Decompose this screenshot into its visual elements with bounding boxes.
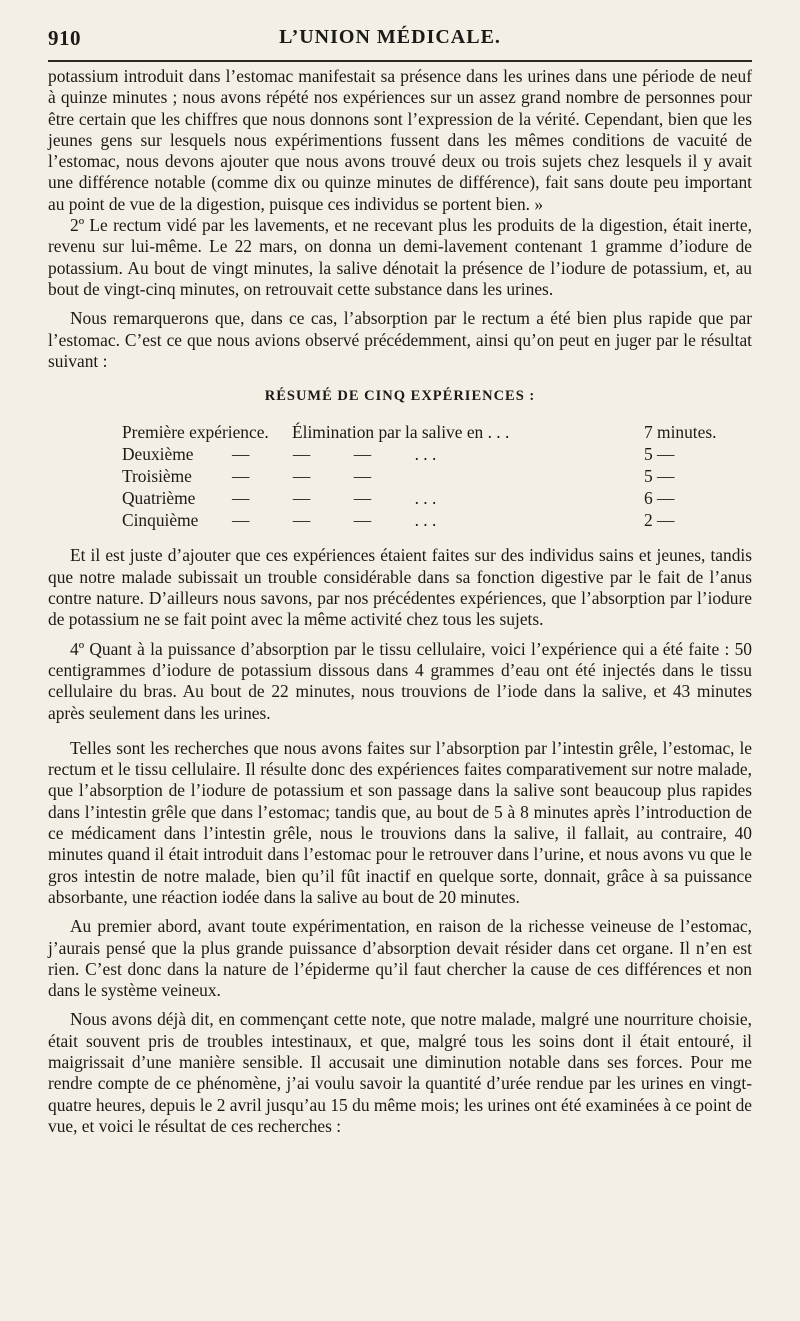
- header-rule: [48, 60, 752, 62]
- experience-value: 5 —: [644, 466, 675, 487]
- table-row: [122, 487, 722, 509]
- experience-method: — — —: [232, 466, 372, 487]
- paragraph: 4º Quant à la puissance d’absorption par le tissu cellulaire, voici l’expérience qui a été faite : 50 centigrammes d’iodure de potassium dissous dans 4 grammes d’eau ont été injectés dans le tissu cellulaire du bras. Au bout de 22 minutes, nous trouvions de l’iode dans la salive, et 43 minutes après seulement dans les urines.: [48, 638, 752, 723]
- experience-method: — — — . . .: [232, 444, 437, 465]
- experience-label: Deuxième: [122, 444, 194, 465]
- results-table: [122, 421, 722, 531]
- paragraph: Et il est juste d’ajouter que ces expériences étaient faites sur des individus sains et jeunes, tandis que notre malade subissait un trouble considérable dans sa fonction digestive par le fait de l’anus contre nature. D’ailleurs nous savons, par nos précédentes expériences, que l’absorption par l’iodure de potassium ne se fait point avec la même activité chez tous les sujets.: [48, 545, 752, 630]
- table-row: [122, 443, 722, 465]
- table-row: [122, 509, 722, 531]
- table-row: [122, 421, 722, 443]
- experience-label: Cinquième: [122, 510, 199, 531]
- results-title: RÉSUMÉ DE CINQ EXPÉRIENCES :: [264, 388, 536, 405]
- experience-value: 7 minutes.: [644, 422, 717, 443]
- experience-label: Troisième: [122, 466, 192, 487]
- paragraph: Telles sont les recherches que nous avons faites sur l’absorption par l’intestin grêle, l’estomac, le rectum et le tissu cellulaire. Il résulte donc des expériences faites comparativement sur notre malade, que l’absorption de l’iodure de potassium et son passage dans la salive sont beaucoup plus rapides dans l’intestin grêle que dans l’estomac; tandis que, au bout de 5 à 8 minutes après l’introduction de ce médicament dans l’intestin grêle, nous le trouvions dans la salive, il fallait, au contraire, 40 minutes quand il était introduit dans l’estomac pour le retrouver dans l’urine, et nous avons vu que le gros intestin de notre malade, bien qu’il fût inactif en quelque sorte, donnait, grâce à sa puissance absorbante, une réaction iodée dans la salive au bout de 20 minutes.: [48, 737, 752, 907]
- page-header: [48, 26, 732, 54]
- paragraph: Au premier abord, avant toute expérimentation, en raison de la richesse veineuse de l’estomac, j’aurais pensé que la plus grande puissance d’absorption devait résider dans cet organe. Il n’en est rien. C’est donc dans la nature de l’épiderme qu’il faut chercher la cause de ces différences et non dans le système veineux.: [48, 916, 752, 1001]
- table-row: [122, 465, 722, 487]
- paragraph: Nous remarquerons que, dans ce cas, l’absorption par le rectum a été bien plus rapide que par l’estomac. C’est ce que nous avions observé précédemment, ainsi qu’on peut en juger par le résultat suivant :: [48, 308, 752, 371]
- paragraph: Nous avons déjà dit, en commençant cette note, que notre malade, malgré une nourriture choisie, était souvent pris de troubles intestinaux, et que, malgré tous les soins dont il était entouré, il maigrissait d’une manière sensible. Il accusait une diminution notable dans ses forces. Pour me rendre compte de ce phénomène, j’ai voulu savoir la quantité d’urée rendue par les urines en vingt-quatre heures, depuis le 2 avril jusqu’au 15 du même mois; les urines ont été examinées à ce point de vue, et voici le résultat de ces recherches :: [48, 1009, 752, 1136]
- page-number: 910: [48, 26, 81, 50]
- article-body: [48, 66, 752, 1137]
- experience-value: 6 —: [644, 488, 675, 509]
- paragraph: potassium introduit dans l’estomac manifestait sa présence dans les urines dans une période de neuf à quinze minutes ; nous avons répété nos expériences sur un assez grand nombre de personnes pour être certain que les chiffres que nous donnons sont l’expression de la vérité. Cependant, bien que les jeunes gens sur lesquels nous expérimentions fussent dans les mêmes conditions de vacuité de l’estomac, nous devons ajouter que nous avons trouvé deux ou trois sujets chez lesquels il y avait une différence notable (comme dix ou quinze minutes de différence), fait sans doute peu important au point de vue de la digestion, puisque ces individus se portent bien. »: [48, 66, 752, 214]
- experience-label: Première expérience.: [122, 422, 269, 443]
- experience-value: 2 —: [644, 510, 675, 531]
- paragraph: 2º Le rectum vidé par les lavements, et ne recevant plus les produits de la digestion, était inerte, revenu sur lui-même. Le 22 mars, on donna un demi-lavement contenant 1 gramme d’iodure de potassium. Au bout de vingt minutes, la salive dénotait la présence de l’iodure de potassium, et, au bout de vingt-cinq minutes, on retrouvait cette substance dans les urines.: [48, 215, 752, 299]
- journal-title: L’UNION MÉDICALE.: [279, 26, 501, 48]
- experience-method: Élimination par la salive en . . .: [292, 422, 510, 443]
- experience-method: — — — . . .: [232, 488, 437, 509]
- experience-label: Quatrième: [122, 488, 196, 509]
- experience-value: 5 —: [644, 444, 675, 465]
- experience-method: — — — . . .: [232, 510, 437, 531]
